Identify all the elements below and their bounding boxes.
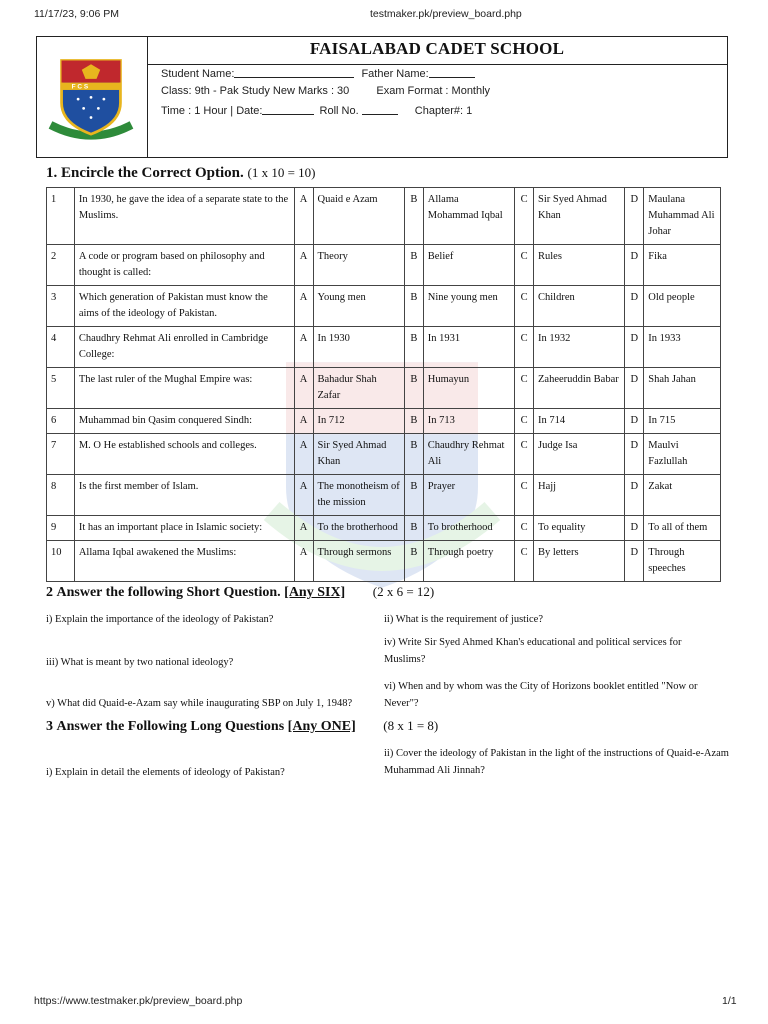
option-b: Allama Mohammad Iqbal <box>423 188 514 245</box>
option-b-letter: B <box>404 409 423 434</box>
option-a-letter: A <box>294 245 313 286</box>
option-d-letter: D <box>625 475 644 516</box>
mcq-row <box>47 475 721 516</box>
option-b-letter: B <box>404 188 423 245</box>
mcq-row <box>47 368 721 409</box>
option-d: Through speeches <box>644 541 721 582</box>
option-a: Sir Syed Ahmad Khan <box>313 434 404 475</box>
student-info-row <box>161 67 475 80</box>
question-text: A code or program based on philosophy and thought is called: <box>74 245 294 286</box>
option-a: To the brotherhood <box>313 516 404 541</box>
option-a: Theory <box>313 245 404 286</box>
mcq-row <box>47 286 721 327</box>
question-number: 1 <box>47 188 75 245</box>
option-d-letter: D <box>625 516 644 541</box>
option-a-letter: A <box>294 188 313 245</box>
option-a: Bahadur Shah Zafar <box>313 368 404 409</box>
option-c: Judge Isa <box>534 434 625 475</box>
mcq-row <box>47 188 721 245</box>
option-b: To brotherhood <box>423 516 514 541</box>
mcq-row <box>47 541 721 582</box>
section2-number: 2 <box>46 585 53 600</box>
question-number: 8 <box>47 475 75 516</box>
option-a: Young men <box>313 286 404 327</box>
question-text: Which generation of Pakistan must know the aims of the ideology of Pakistan. <box>74 286 294 327</box>
header-divider <box>147 64 727 65</box>
mcq-table <box>46 187 721 582</box>
option-a-letter: A <box>294 368 313 409</box>
long-question-i: i) Explain in detail the elements of ideology of Pakistan? <box>46 767 285 778</box>
option-b: Humayun <box>423 368 514 409</box>
option-c-letter: C <box>515 434 534 475</box>
option-b: In 1931 <box>423 327 514 368</box>
date-blank <box>262 104 314 115</box>
option-a: The monotheism of the mission <box>313 475 404 516</box>
section3-number: 3 <box>46 719 53 734</box>
question-text: It has an important place in Islamic society: <box>74 516 294 541</box>
question-text: Is the first member of Islam. <box>74 475 294 516</box>
mcq-row <box>47 245 721 286</box>
short-question-v: v) What did Quaid-e-Azam say while inaugurating SBP on July 1, 1948? <box>46 698 353 709</box>
short-question-i: i) Explain the importance of the ideology of Pakistan? <box>46 614 274 625</box>
option-c-letter: C <box>515 327 534 368</box>
question-number: 5 <box>47 368 75 409</box>
option-d-letter: D <box>625 541 644 582</box>
section3-any: [Any ONE] <box>287 719 356 734</box>
mcq-row <box>47 409 721 434</box>
option-d-letter: D <box>625 245 644 286</box>
option-c: Rules <box>534 245 625 286</box>
question-number: 10 <box>47 541 75 582</box>
short-question-iv: iv) Write Sir Syed Ahmed Khan's educational and political services for Muslims? <box>384 637 682 665</box>
option-d: To all of them <box>644 516 721 541</box>
question-number: 4 <box>47 327 75 368</box>
option-c: Hajj <box>534 475 625 516</box>
option-c: In 714 <box>534 409 625 434</box>
class-line: Class: 9th - Pak Study New Marks : 30 <box>161 85 350 97</box>
option-a: Quaid e Azam <box>313 188 404 245</box>
short-question-iii: iii) What is meant by two national ideology? <box>46 657 234 668</box>
option-a-letter: A <box>294 475 313 516</box>
exam-format: Exam Format : Monthly <box>376 85 491 97</box>
student-name-blank <box>234 67 354 78</box>
option-b-letter: B <box>404 327 423 368</box>
time-info-row <box>161 104 472 117</box>
option-c-letter: C <box>515 541 534 582</box>
question-number: 3 <box>47 286 75 327</box>
logo-letters: F C S <box>71 83 89 91</box>
question-text: Muhammad bin Qasim conquered Sindh: <box>74 409 294 434</box>
option-c: Sir Syed Ahmad Khan <box>534 188 625 245</box>
option-c: Zaheeruddin Babar <box>534 368 625 409</box>
option-d: Fika <box>644 245 721 286</box>
roll-blank <box>362 104 398 115</box>
section2-any: [Any SIX] <box>284 585 346 600</box>
student-name-label: Student Name: <box>161 68 235 80</box>
option-b-letter: B <box>404 434 423 475</box>
section3-marks: (8 x 1 = 8) <box>383 718 439 733</box>
option-b: Prayer <box>423 475 514 516</box>
option-d-letter: D <box>625 409 644 434</box>
option-c: To equality <box>534 516 625 541</box>
question-text: Chaudhry Rehmat Ali enrolled in Cambridge College: <box>74 327 294 368</box>
question-text: Allama Iqbal awakened the Muslims: <box>74 541 294 582</box>
option-d-letter: D <box>625 434 644 475</box>
print-page-number: 1/1 <box>722 995 737 1007</box>
option-a: In 712 <box>313 409 404 434</box>
section1-title: Encircle the Correct Option. <box>61 165 244 181</box>
option-c-letter: C <box>515 475 534 516</box>
option-b: In 713 <box>423 409 514 434</box>
option-b-letter: B <box>404 516 423 541</box>
school-logo <box>45 55 137 147</box>
mcq-row <box>47 327 721 368</box>
section1-marks: (1 x 10 = 10) <box>247 165 316 180</box>
school-name: FAISALABAD CADET SCHOOL <box>309 39 565 58</box>
print-url-bottom: https://www.testmaker.pk/preview_board.php <box>34 995 243 1007</box>
option-c: In 1932 <box>534 327 625 368</box>
option-d: Maulana Muhammad Ali Johar <box>644 188 721 245</box>
section1-heading <box>46 165 316 182</box>
option-d-letter: D <box>625 368 644 409</box>
question-text: The last ruler of the Mughal Empire was: <box>74 368 294 409</box>
option-a-letter: A <box>294 409 313 434</box>
question-text: M. O He established schools and colleges. <box>74 434 294 475</box>
option-a-letter: A <box>294 327 313 368</box>
option-c-letter: C <box>515 409 534 434</box>
question-number: 7 <box>47 434 75 475</box>
short-question-ii: ii) What is the requirement of justice? <box>384 614 544 625</box>
chapter: Chapter#: 1 <box>414 105 473 117</box>
option-b: Nine young men <box>423 286 514 327</box>
option-d-letter: D <box>625 286 644 327</box>
option-c-letter: C <box>515 368 534 409</box>
question-number: 9 <box>47 516 75 541</box>
mcq-row <box>47 516 721 541</box>
question-number: 2 <box>47 245 75 286</box>
option-d: Zakat <box>644 475 721 516</box>
option-d: Shah Jahan <box>644 368 721 409</box>
question-text: In 1930, he gave the idea of a separate state to the Muslims. <box>74 188 294 245</box>
option-a-letter: A <box>294 541 313 582</box>
option-c: By letters <box>534 541 625 582</box>
section2-title: Answer the following Short Question. <box>56 585 281 600</box>
time-date-label: Time : 1 Hour | Date: <box>161 105 263 117</box>
roll-label: Roll No. <box>319 105 359 117</box>
option-c-letter: C <box>515 245 534 286</box>
option-b: Through poetry <box>423 541 514 582</box>
section2-marks: (2 x 6 = 12) <box>372 584 435 599</box>
option-b: Belief <box>423 245 514 286</box>
section1-number: 1. <box>46 165 58 181</box>
option-b-letter: B <box>404 475 423 516</box>
option-a-letter: A <box>294 516 313 541</box>
option-d: Maulvi Fazlullah <box>644 434 721 475</box>
question-number: 6 <box>47 409 75 434</box>
option-a-letter: A <box>294 286 313 327</box>
section2-heading <box>46 584 434 601</box>
option-b-letter: B <box>404 286 423 327</box>
section3-heading <box>46 718 438 735</box>
print-url-top: testmaker.pk/preview_board.php <box>370 8 522 20</box>
option-c: Children <box>534 286 625 327</box>
option-a: Through sermons <box>313 541 404 582</box>
option-a: In 1930 <box>313 327 404 368</box>
option-d: In 1933 <box>644 327 721 368</box>
mcq-row <box>47 434 721 475</box>
option-d-letter: D <box>625 188 644 245</box>
father-name-blank <box>429 67 475 78</box>
option-b-letter: B <box>404 368 423 409</box>
class-info-row <box>161 85 490 97</box>
option-d: Old people <box>644 286 721 327</box>
option-c-letter: C <box>515 516 534 541</box>
option-b: Chaudhry Rehmat Ali <box>423 434 514 475</box>
exam-header <box>36 36 728 158</box>
logo-cell <box>37 37 148 157</box>
option-b-letter: B <box>404 541 423 582</box>
short-question-vi: vi) When and by whom was the City of Horizons booklet entitled "Now or Never"? <box>384 681 698 709</box>
option-a-letter: A <box>294 434 313 475</box>
section3-title: Answer the Following Long Questions <box>56 719 285 734</box>
print-datetime: 11/17/23, 9:06 PM <box>34 8 120 20</box>
long-question-ii: ii) Cover the ideology of Pakistan in the light of the instructions of Quaid-e-Azam Muhammad Ali Jinnah? <box>384 748 729 776</box>
option-b-letter: B <box>404 245 423 286</box>
option-d: In 715 <box>644 409 721 434</box>
option-d-letter: D <box>625 327 644 368</box>
option-c-letter: C <box>515 188 534 245</box>
father-name-label: Father Name: <box>361 68 429 80</box>
option-c-letter: C <box>515 286 534 327</box>
